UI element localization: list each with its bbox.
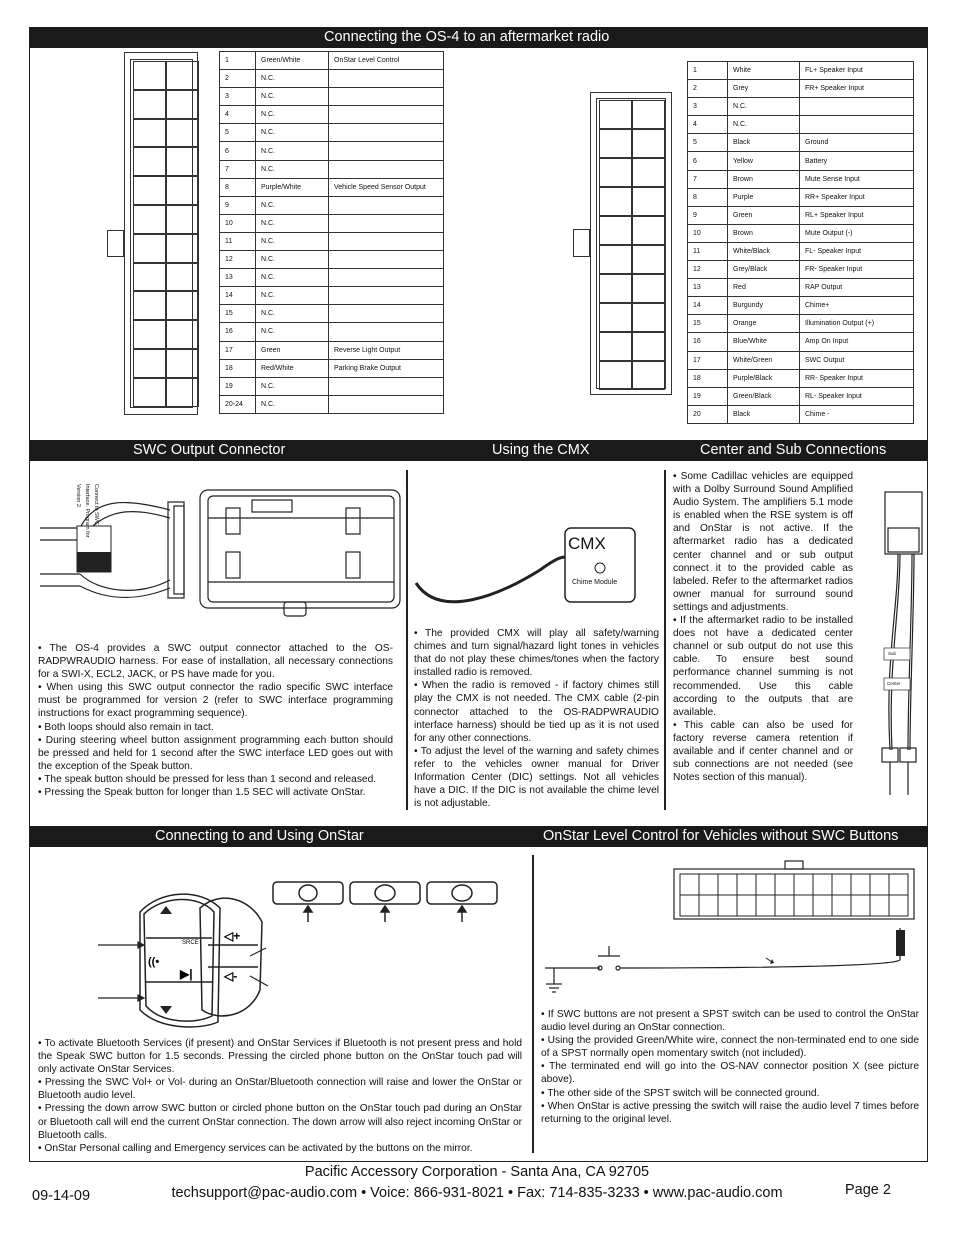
instruction-bullet: • When using this SWC output connector the radio specific SWC interface must be programmed for version 2 (refer to SWC interface programming instructions for exact programming sequence). (38, 682, 393, 720)
spst-switch-drawing (540, 858, 926, 1000)
pin-row (220, 359, 444, 377)
wire-color: N.C. (256, 305, 329, 323)
connector-pin-cavity (699, 895, 718, 916)
pin-row (688, 279, 914, 297)
pin-row (220, 287, 444, 305)
connector-pin-cavity (166, 378, 199, 407)
contact-info: techsupport@pac-audio.com • Voice: 866-931-8021 • Fax: 714-835-3233 • www.pac-audio.com (171, 1185, 783, 1201)
wire-color: N.C. (256, 160, 329, 178)
connector-pin-cavity (166, 263, 199, 292)
connector-pin-cavity (718, 874, 737, 895)
pin-row (220, 323, 444, 341)
center-tag: Center (887, 681, 901, 686)
instruction-bullet: • When the radio is removed - if factory chimes still play the CMX is not needed. The CMX cable (2-pin connector attached to the OS-RADPWRAUDIO interface harness) should be tied up as it is not used for any other connections. (414, 680, 659, 744)
connector-pin-cavity (133, 61, 166, 90)
wire-color: Black (728, 134, 800, 152)
pin-function (329, 106, 444, 124)
wire-color: N.C. (256, 323, 329, 341)
pin-function (329, 287, 444, 305)
pin-function (329, 196, 444, 214)
svg-text:◁-: ◁- (224, 969, 238, 983)
pin-function: Ground (800, 134, 914, 152)
pin-function: Vehicle Speed Sensor Output (329, 178, 444, 196)
svg-text:▶|: ▶| (180, 967, 193, 981)
connector-pin-cavity (166, 119, 199, 148)
svg-text:((•: ((• (148, 956, 160, 968)
connector-pin-cavity (133, 234, 166, 263)
pin-number: 12 (688, 261, 728, 279)
center-sub-cable-drawing (860, 490, 930, 800)
instruction-bullet: • The provided CMX will play all safety/warning chimes and turn signal/hazard light tones in vehicles that do not play these chimes/tones when the factory installed radio is removed. (414, 628, 659, 679)
pin-number: 20 (688, 405, 728, 423)
connector-pin-cavity (632, 303, 665, 332)
page-number: Page 2 (845, 1182, 891, 1198)
connector-pin-cavity (737, 895, 756, 916)
pin-number: 8 (688, 188, 728, 206)
swc-section-title: SWC Output Connector (133, 442, 286, 458)
pin-function (329, 160, 444, 178)
pin-row (220, 124, 444, 142)
pin-number: 17 (220, 341, 256, 359)
instruction-bullet: • To adjust the level of the warning and safety chimes refer to the vehicles owner manual for Driver Information Center (DIC) settings. Not all vehicles have a DIC. If the DIC is not available the chime level is not adjustable. (414, 745, 659, 810)
wire-color: N.C. (256, 196, 329, 214)
pin-row (220, 377, 444, 395)
connector-pin-cavity (133, 176, 166, 205)
connector-pin-cavity (699, 874, 718, 895)
pin-number: 1 (688, 62, 728, 80)
instruction-bullet: • Both loops should also remain in tact. (38, 721, 214, 733)
pin-number: 9 (220, 196, 256, 214)
instruction-bullet: • Pressing the Speak button for longer than 1.5 SEC will activate OnStar. (38, 787, 366, 799)
pin-row (688, 261, 914, 279)
instruction-bullet: • Some Cadillac vehicles are equipped with a Dolby Surround Sound Amplified Audio System. The amplifiers 5.1 mode is enabled when the RSE system is off and OnStar is not active. If the aftermarket radio has a dedicated center channel and or sub output connect it to the provided cable as labeled. Refer to the aftermarket radios owner manual for surround sound settings and adjustments. (673, 471, 853, 613)
instruction-bullet: • Using the provided Green/White wire, connect the non-terminated end to one side of a SPST normally open momentary switch (not included). (541, 1035, 919, 1060)
wire-color: Brown (728, 224, 800, 242)
wire-color: Red/White (256, 359, 329, 377)
instruction-bullet: • If SWC buttons are not present a SPST switch can be used to control the OnStar audio level during an OnStar connection. (541, 1009, 919, 1034)
pin-number: 13 (688, 279, 728, 297)
pin-function: SWC Output (800, 351, 914, 369)
wire-color: N.C. (256, 106, 329, 124)
pin-row (220, 88, 444, 106)
connector-pin-cavity (632, 245, 665, 274)
instruction-bullet: • Pressing the down arrow SWC button or circled phone button on the OnStar touch pad during an OnStar or Bluetooth call will end the current OnStar connection. The down arrow will also reject incoming OnStar or Bluetooth calls. (38, 1103, 522, 1141)
pin-function: OnStar Level Control (329, 52, 444, 70)
connector-pin-cavity (599, 332, 632, 361)
pin-number: 11 (688, 242, 728, 260)
connector-pin-cavity (889, 895, 908, 916)
instruction-bullet: • When OnStar is active pressing the switch will raise the audio level 7 times before returning to the original level. (541, 1100, 919, 1125)
pin-number: 2 (220, 70, 256, 88)
wire-color: Orange (728, 315, 800, 333)
pin-function: FR- Speaker Input (800, 261, 914, 279)
pin-row (220, 232, 444, 250)
wire-color: Black (728, 405, 800, 423)
wire-color: N.C. (256, 142, 329, 160)
cmx-caption: Chime Module (572, 579, 618, 586)
pin-number: 4 (220, 106, 256, 124)
section-header-aftermarket-radio (30, 27, 928, 48)
pin-row (220, 341, 444, 359)
pin-row (220, 269, 444, 287)
connector-pin-cavity (756, 874, 775, 895)
pin-function: Chime+ (800, 297, 914, 315)
wire-color: N.C. (256, 88, 329, 106)
pin-number: 3 (688, 98, 728, 116)
connector-pin-cavity (599, 129, 632, 158)
pin-row (688, 80, 914, 98)
wire-color: N.C. (256, 232, 329, 250)
pin-number: 1 (220, 52, 256, 70)
onstar-instructions (38, 1037, 522, 1155)
pin-row (220, 395, 444, 413)
wire-color: N.C. (256, 214, 329, 232)
connector-pin-cavity (133, 147, 166, 176)
pin-function: Illumination Output (+) (800, 315, 914, 333)
pin-function: RAP Output (800, 279, 914, 297)
right-connector-latch (573, 229, 590, 257)
section-title: Connecting the OS-4 to an aftermarket radio (324, 29, 610, 45)
instruction-bullet: • Pressing the SWC Vol+ or Vol- during an OnStar/Bluetooth connection will raise and lower the OnStar or Bluetooth audio level. (38, 1077, 522, 1102)
connector-pin-cavity (737, 874, 756, 895)
revision-date: 09-14-09 (32, 1188, 91, 1204)
connector-pin-cavity (166, 90, 199, 119)
wire-color: N.C. (256, 377, 329, 395)
connector-pin-cavity (813, 895, 832, 916)
instruction-bullet: • If the aftermarket radio to be installed does not have a dedicated center channel or sub output do not use this cable. To ensure best sound performance channel summing is not recommended. Use this cable according to the outputs that are available. (673, 615, 853, 718)
pin-function: Chime - (800, 405, 914, 423)
left-connector-latch (107, 230, 124, 257)
connector-pin-cavity (851, 874, 870, 895)
left-24pin-connector (124, 52, 198, 415)
pin-function (800, 116, 914, 134)
pin-function (329, 323, 444, 341)
instruction-bullet: • The speak button should be pressed for less than 1 second and released. (38, 773, 377, 785)
pin-row (688, 206, 914, 224)
wire-color: N.C. (256, 251, 329, 269)
connector-pin-cavity (599, 100, 632, 129)
connector-pin-cavity (166, 205, 199, 234)
left-pin-table (219, 51, 444, 414)
onstar-controls-drawing (90, 870, 520, 1030)
pin-row (688, 98, 914, 116)
pin-number: 4 (688, 116, 728, 134)
section-header-middle (30, 440, 928, 461)
pin-number: 10 (220, 214, 256, 232)
wire-color: Purple/Black (728, 369, 800, 387)
pin-row (688, 134, 914, 152)
connector-pin-cavity (632, 158, 665, 187)
level-control-instructions (541, 1008, 919, 1126)
connector-pin-cavity (680, 895, 699, 916)
wire-color: Purple/White (256, 178, 329, 196)
connector-pin-cavity (632, 187, 665, 216)
wire-color: Grey (728, 80, 800, 98)
wire-color: Blue/White (728, 333, 800, 351)
pin-number: 16 (220, 323, 256, 341)
pin-function (329, 269, 444, 287)
pin-row (688, 387, 914, 405)
column-divider (532, 855, 534, 1153)
pin-number: 18 (688, 369, 728, 387)
svg-text:◁+: ◁+ (224, 929, 241, 943)
connector-pin-cavity (599, 158, 632, 187)
pin-row (688, 116, 914, 134)
pin-number: 3 (220, 88, 256, 106)
wire-color: Green (728, 206, 800, 224)
pin-number: 2 (688, 80, 728, 98)
pin-function: RR+ Speaker Input (800, 188, 914, 206)
pin-function (329, 377, 444, 395)
pin-number: 9 (688, 206, 728, 224)
wire-color: N.C. (256, 124, 329, 142)
company-address: Pacific Accessory Corporation - Santa Ana, CA 92705 (304, 1164, 650, 1180)
pin-row (220, 142, 444, 160)
pin-function (329, 142, 444, 160)
instruction-bullet: • During steering wheel button assignment programming each button should be pressed and held for 1 second after the SWC interface LED goes out with the exception of the Speak button. (38, 734, 393, 772)
pin-number: 5 (220, 124, 256, 142)
pin-number: 19 (220, 377, 256, 395)
pin-row (220, 52, 444, 70)
swc-instructions (38, 642, 393, 799)
pin-function: Mute Output (-) (800, 224, 914, 242)
connector-pin-cavity (718, 895, 737, 916)
instruction-bullet: • The terminated end will go into the OS-NAV connector position X (see picture above). (541, 1061, 919, 1086)
connector-pin-cavity (133, 320, 166, 349)
connector-pin-cavity (870, 874, 889, 895)
wire-color: Green/White (256, 52, 329, 70)
pin-function: FL+ Speaker Input (800, 62, 914, 80)
connector-pin-cavity (775, 874, 794, 895)
connector-pin-cavity (599, 303, 632, 332)
connector-pin-cavity (166, 176, 199, 205)
wire-color: White/Black (728, 242, 800, 260)
pin-function (329, 395, 444, 413)
pin-function: RL+ Speaker Input (800, 206, 914, 224)
pin-function (329, 88, 444, 106)
connector-pin-cavity (756, 895, 775, 916)
pin-function: Amp On Input (800, 333, 914, 351)
right-pin-table (687, 61, 914, 424)
pin-number: 15 (220, 305, 256, 323)
wire-color: Grey/Black (728, 261, 800, 279)
pin-function: RL- Speaker Input (800, 387, 914, 405)
instruction-bullet: • The other side of the SPST switch will be connected ground. (541, 1087, 820, 1099)
connector-pin-cavity (599, 216, 632, 245)
connector-pin-cavity (599, 361, 632, 390)
wire-color: Brown (728, 170, 800, 188)
pin-function (329, 251, 444, 269)
connector-pin-cavity (632, 274, 665, 303)
connector-pin-cavity (166, 147, 199, 176)
wire-color: N.C. (256, 269, 329, 287)
pin-number: 11 (220, 232, 256, 250)
pin-function (329, 124, 444, 142)
wire-color: White/Green (728, 351, 800, 369)
pin-number: 20-24 (220, 395, 256, 413)
pin-row (688, 242, 914, 260)
svg-text:SRCE: SRCE (182, 940, 199, 946)
wire-color: Red (728, 279, 800, 297)
connector-pin-cavity (133, 378, 166, 407)
pin-number: 14 (688, 297, 728, 315)
connector-pin-cavity (632, 216, 665, 245)
pin-number: 18 (220, 359, 256, 377)
pin-row (220, 305, 444, 323)
pin-row (688, 315, 914, 333)
connector-pin-cavity (133, 205, 166, 234)
swc-connect-label: Connect to SWC Interface. Program for Version 2. (75, 484, 99, 538)
center-sub-instructions (673, 470, 853, 784)
connector-pin-cavity (133, 349, 166, 378)
pin-row (220, 214, 444, 232)
pin-row (220, 251, 444, 269)
pin-number: 15 (688, 315, 728, 333)
wire-color: White (728, 62, 800, 80)
pin-number: 14 (220, 287, 256, 305)
connector-pin-cavity (813, 874, 832, 895)
pin-number: 8 (220, 178, 256, 196)
instruction-bullet: • This cable can also be used for factory reverse camera retention if available and if center channel and or sub connections are not needed (see Notes section of this manual). (673, 719, 853, 784)
pin-row (688, 62, 914, 80)
connector-pin-cavity (632, 100, 665, 129)
pin-row (688, 405, 914, 423)
pin-function: Mute Sense Input (800, 170, 914, 188)
column-divider (406, 470, 408, 810)
pin-function: Battery (800, 152, 914, 170)
pin-row (688, 369, 914, 387)
wire-color: N.C. (256, 70, 329, 88)
section-header-bottom (30, 826, 928, 847)
pin-number: 6 (688, 152, 728, 170)
connector-pin-cavity (632, 361, 665, 390)
wire-color: Purple (728, 188, 800, 206)
pin-row (220, 106, 444, 124)
pin-number: 17 (688, 351, 728, 369)
connector-pin-cavity (599, 187, 632, 216)
pin-number: 7 (220, 160, 256, 178)
wire-color: N.C. (256, 287, 329, 305)
pin-row (220, 196, 444, 214)
pin-row (220, 178, 444, 196)
pin-number: 10 (688, 224, 728, 242)
connector-pin-cavity (889, 874, 908, 895)
sub-tag: Sub (888, 651, 897, 656)
connector-pin-cavity (166, 234, 199, 263)
cmx-section-title: Using the CMX (492, 442, 590, 458)
pin-row (688, 152, 914, 170)
connector-pin-cavity (632, 332, 665, 361)
connector-pin-cavity (166, 320, 199, 349)
pin-function (329, 214, 444, 232)
pin-row (688, 170, 914, 188)
pin-number: 16 (688, 333, 728, 351)
instruction-bullet: • To activate Bluetooth Services (if present) and OnStar Services if Bluetooth is not present press and hold the Speak SWC button for 1.5 seconds. Pressing the circled phone button on the OnStar touch pad will only activate OnStar Services. (38, 1038, 522, 1076)
cmx-instructions (414, 627, 659, 810)
connector-pin-cavity (599, 274, 632, 303)
column-divider (664, 470, 666, 810)
pin-row (688, 333, 914, 351)
onstar-section-title: Connecting to and Using OnStar (155, 828, 364, 844)
connector-pin-cavity (166, 349, 199, 378)
connector-pin-cavity (166, 291, 199, 320)
connector-pin-cavity (775, 895, 794, 916)
instruction-bullet: • The OS-4 provides a SWC output connector attached to the OS-RADPWRAUDIO harness. For ease of installation, all necessary connections for a SWI-X, ECL2, JACK, or PS have made for you. (38, 643, 393, 681)
wire-color: Green (256, 341, 329, 359)
pin-row (220, 160, 444, 178)
connector-pin-cavity (599, 245, 632, 274)
pin-number: 7 (688, 170, 728, 188)
connector-pin-cavity (794, 895, 813, 916)
pin-number: 13 (220, 269, 256, 287)
right-20pin-connector (590, 92, 672, 395)
wire-color: Green/Black (728, 387, 800, 405)
wire-color: N.C. (728, 98, 800, 116)
wire-color: Burgundy (728, 297, 800, 315)
connector-pin-cavity (133, 119, 166, 148)
pin-function (800, 98, 914, 116)
cmx-title: CMX (568, 534, 606, 553)
level-section-title: OnStar Level Control for Vehicles without SWC Buttons (543, 828, 899, 844)
connector-pin-cavity (794, 874, 813, 895)
center-section-title: Center and Sub Connections (700, 442, 887, 458)
pin-function (329, 232, 444, 250)
connector-pin-cavity (680, 874, 699, 895)
connector-pin-cavity (133, 263, 166, 292)
pin-function: Parking Brake Output (329, 359, 444, 377)
pin-row (688, 297, 914, 315)
pin-function: FR+ Speaker Input (800, 80, 914, 98)
pin-function (329, 305, 444, 323)
pin-function: Reverse Light Output (329, 341, 444, 359)
pin-number: 5 (688, 134, 728, 152)
pin-row (220, 70, 444, 88)
connector-pin-cavity (832, 895, 851, 916)
pin-row (688, 188, 914, 206)
pin-number: 12 (220, 251, 256, 269)
connector-pin-cavity (870, 895, 889, 916)
connector-pin-cavity (851, 895, 870, 916)
connector-pin-cavity (832, 874, 851, 895)
connector-pin-cavity (133, 291, 166, 320)
connector-pin-cavity (166, 61, 199, 90)
wire-color: N.C. (728, 116, 800, 134)
pin-number: 19 (688, 387, 728, 405)
pin-function (329, 70, 444, 88)
pin-number: 6 (220, 142, 256, 160)
connector-pin-cavity (133, 90, 166, 119)
pin-row (688, 224, 914, 242)
pin-function: FL- Speaker Input (800, 242, 914, 260)
pin-function: RR- Speaker Input (800, 369, 914, 387)
wire-color: Yellow (728, 152, 800, 170)
connector-pin-cavity (632, 129, 665, 158)
instruction-bullet: • OnStar Personal calling and Emergency services can be activated by the buttons on the mirror. (38, 1142, 473, 1154)
wire-color: N.C. (256, 395, 329, 413)
pin-row (688, 351, 914, 369)
